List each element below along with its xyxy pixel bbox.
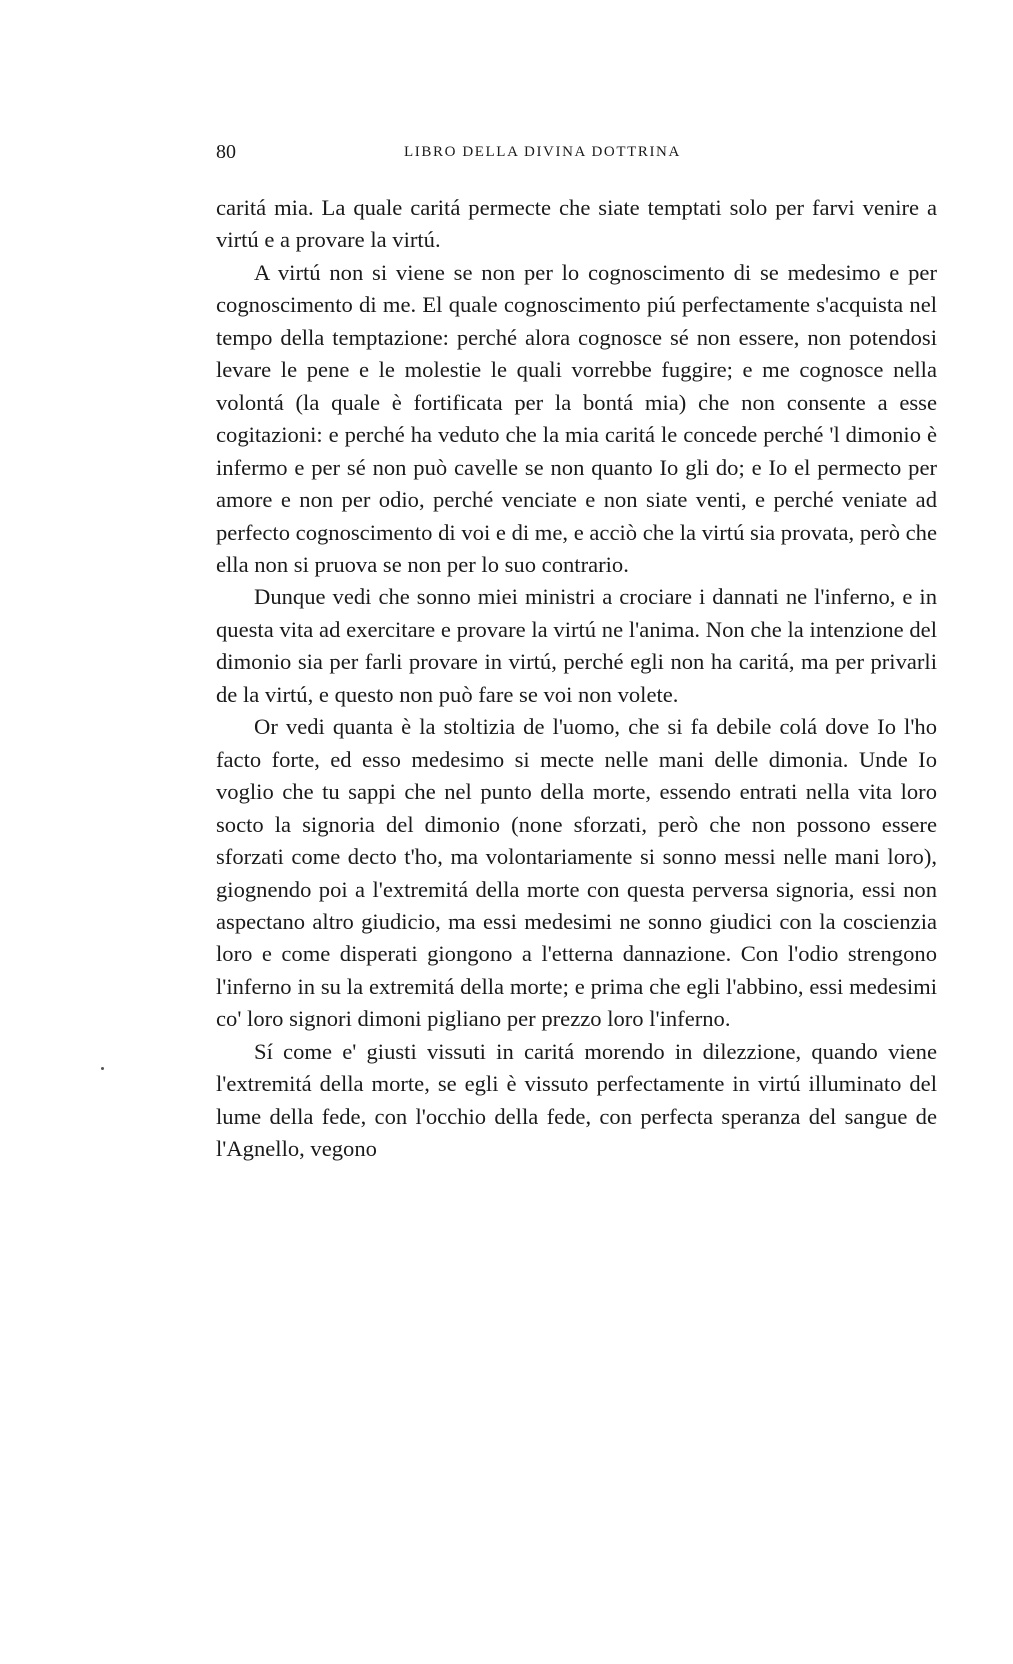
running-head xyxy=(216,141,937,165)
scan-speck xyxy=(101,1067,104,1070)
running-title: LIBRO DELLA DIVINA DOTTRINA xyxy=(404,144,681,160)
paragraph: Sí come e' giusti vissuti in caritá morendo in dilezzione, quando viene l'extremitá della morte, se egli è vissuto perfectamente in virtú illuminato del lume della fede, con l'occhio della fede, con perfecta speranza del sangue de l'Agnello, vegono xyxy=(216,1038,937,1162)
paragraph: Or vedi quanta è la stoltizia de l'uomo, che si fa debile colá dove Io l'ho facto forte, ed esso medesimo si mecte nelle mani delle dimonia. Unde Io voglio che tu sappi che nel punto della morte, essendo entrati nella vita loro socto la signoria del dimonio (none sforzati, però che non possono essere sforzati come decto t'ho, ma volontariamente si sonno messi nelle mani loro), giognendo poi a l'extremitá della morte con questa perversa signoria, essi non aspectano altro giudicio, ma essi medesimi ne sonno giudici con la coscienzia loro e come disperati giongono a l'etterna dannazione. Con l'odio strengono l'inferno in su la extremitá della morte; e prima che egli l'abbino, essi medesimi co' loro signori dimoni pigliano per prezzo loro l'inferno. xyxy=(216,714,937,1032)
paragraph-continued: caritá mia. La quale caritá permecte che siate temptati solo per farvi venire a virtú e a provare la virtú. xyxy=(216,195,937,253)
paragraph: A virtú non si viene se non per lo cognoscimento di se medesimo e per cognoscimento di me. El quale cognoscimento piú perfectamente s'acquista nel tempo della temptazione: perché alora cognosce sé non essere, non potendosi levare le pene e le molestie le quali vorrebbe fuggire; e me cognosce nella volontá (la quale è fortificata per la bontá mia) che non consente a esse cogitazioni: e perché ha veduto che la mia caritá le concede perché 'l dimonio è infermo e per sé non può cavelle se non quanto Io gli do; e Io el permecto per amore e non per odio, perché venciate e non siate venti, e perché veniate ad perfecto cognoscimento di voi e di me, e acciò che la virtú sia provata, però che ella non si pruova se non per lo suo contrario. xyxy=(216,259,937,577)
body-text xyxy=(216,192,937,1166)
paragraph: Dunque vedi che sonno miei ministri a crociare i dannati ne l'inferno, e in questa vita ad exercitare e provare la virtú ne l'anima. Non che la intenzione del dimonio sia per farli provare in virtú, perché egli non ha caritá, ma per privarli de la virtú, e questo non può fare se voi non volete. xyxy=(216,584,937,707)
page-number: 80 xyxy=(216,141,236,163)
